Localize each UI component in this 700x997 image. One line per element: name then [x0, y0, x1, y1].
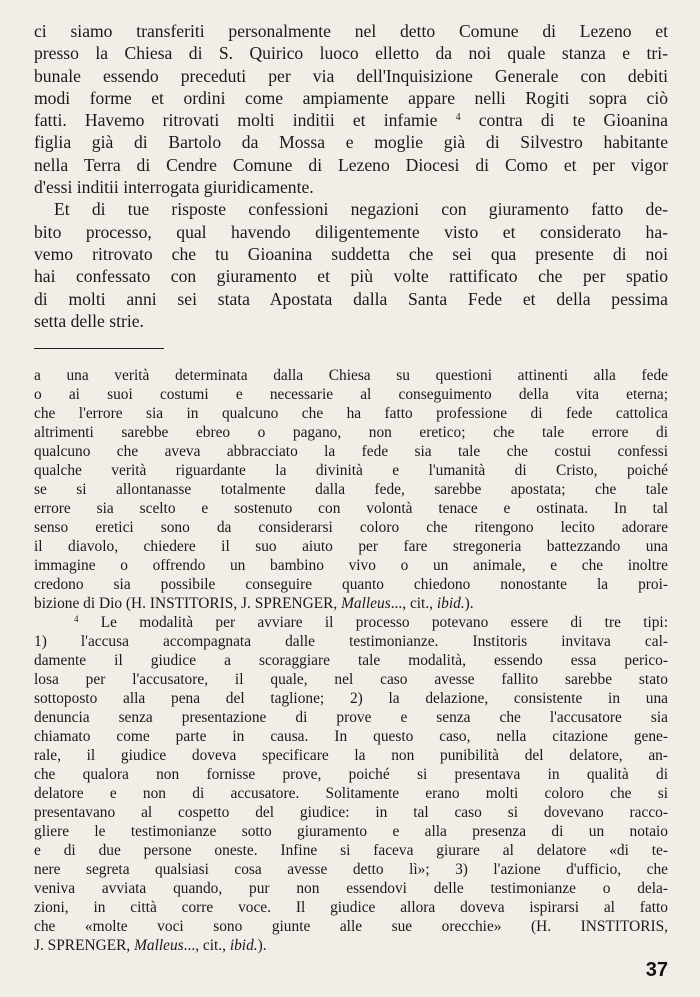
footnote-line: altrimenti sarebbe ebreo o pagano, non eretico; che tale errore di	[34, 424, 668, 441]
italic-ibid: ibid.	[229, 937, 258, 954]
footnote-line: se si allontanasse totalmente dalla fede, sarebbe apostata; che tale	[34, 481, 668, 498]
footnote-line: nere segreta qualsiasi cosa avesse detto lì»; 3) l'azione d'ufficio, che	[34, 861, 668, 878]
footnote-line: o ai suoi costumi e necessarie al conseguimento della vita eterna;	[34, 386, 668, 403]
footnote-line: credono sia possibile conseguire quanto chiedono nonostante la proi-	[34, 576, 668, 593]
italic-ibid: ibid.	[436, 595, 465, 612]
footnote-line: delatore e non di accusatore. Solitamente erano molti coloro che si	[34, 785, 668, 802]
text-fragment: ).	[257, 937, 267, 954]
footnote-separator	[34, 348, 164, 349]
text-fragment: bizione di Dio (H. INSTITORIS, J. SPRENGER,	[34, 595, 342, 612]
footnotes	[34, 366, 668, 955]
footnote-line: e di due persone oneste. Infine si faceva giurare al delatore «di te-	[34, 842, 668, 859]
text-fragment: ..., cit.,	[183, 937, 230, 954]
footnote-line: rale, il giudice doveva specificare la non punibilità del delatore, an-	[34, 747, 668, 764]
footnote-line: damente il giudice a scoraggiare tale modalità, essendo essa perico-	[34, 652, 668, 669]
text-fragment: ).	[464, 595, 474, 612]
text-line: bunale essendo preceduti per via dell'Inquisizione Generale con debiti	[34, 65, 668, 86]
text-line: presso la Chiesa di S. Quirico luoco elletto da noi quale stanza e tri-	[34, 43, 668, 64]
footnote-line: il diavolo, chiedere il suo aiuto per fare stregoneria battezzando una	[34, 538, 668, 555]
footnote-ref: 4	[455, 112, 461, 124]
text-line: hai confessato con giuramento et più volte rattificato che per spatio	[34, 266, 668, 287]
footnote-line: qualche verità riguardante la divinità e l'umanità di Cristo, poiché	[34, 462, 668, 479]
footnote-line: sottoposto alla pena del taglione; 2) la delazione, consistente in una	[34, 690, 668, 707]
italic-title: Malleus	[341, 595, 391, 612]
text-line: vemo ritrovato che tu Gioanina suddetta che sei qua presente di noi	[34, 243, 668, 264]
footnote-line: che qualora non fornisse prove, poiché si presentava in qualità di	[34, 766, 668, 783]
footnote-line	[34, 936, 668, 955]
text-fragment: Le modalità per avviare il processo potevano essere di tre tipi:	[100, 614, 668, 631]
footnote-line: errore sia scelto e sostenuto con volontà tenace e ostinata. In tal	[34, 500, 668, 517]
footnote-line: denuncia senza presentazione di prove e senza che l'accusatore sia	[34, 709, 668, 726]
text-line: ci siamo transferiti personalmente nel detto Comune di Lezeno et	[34, 21, 668, 41]
text-line-with-footnote-ref	[34, 109, 668, 131]
text-line: d'essi inditii interrogata giuridicamente.	[34, 177, 314, 198]
text-line: setta delle strie.	[34, 310, 144, 331]
footnote-line: zioni, in città corre voce. Il giudice allora doveva ispirarsi al fatto	[34, 899, 668, 916]
footnote-line: gliere le testimonianze sotto giuramento e alla presenza di un notaio	[34, 823, 668, 840]
text-line: bito processo, qual havendo diligentemente visto et considerato ha-	[34, 221, 668, 242]
text-line: di molti anni sei stata Apostata dalla Santa Fede et della pessima	[34, 288, 668, 309]
page-number: 37	[645, 959, 668, 981]
footnote-line: qualcuno che aveva abbracciato la fede sia tale che costui confessi	[34, 443, 668, 460]
text-line: nella Terra di Cendre Comune di Lezeno Diocesi di Como et per vigor	[34, 154, 668, 175]
footnote-line	[34, 594, 668, 613]
footnote-marker: 4	[74, 614, 79, 624]
footnote-line: che «molte voci sono giunte alle sue orecchie» (H. INSTITORIS,	[34, 918, 668, 935]
text-fragment: J. SPRENGER,	[34, 937, 135, 954]
text-line: Et di tue risposte confessioni negazioni con giuramento fatto de-	[54, 199, 668, 220]
footnote-line: a una verità determinata dalla Chiesa su questioni attinenti alla fede	[34, 367, 668, 384]
footnote-line: veniva avviata quando, pur non essendovi delle testimonianze o dela-	[34, 880, 668, 897]
footnote-line: presentavano al cospetto del giudice: in tal caso si dovevano racco-	[34, 804, 668, 821]
main-text	[34, 20, 668, 332]
footnote-line: chiamato come parte in causa. In questo caso, nella citazione gene-	[34, 728, 668, 745]
footnote-line: che l'errore sia in qualcuno che ha fatto professione di fede cattolica	[34, 405, 668, 422]
text-line: figlia già di Bartolo da Mossa e moglie già di Silvestro habitante	[34, 132, 668, 153]
text-fragment: fatti. Havemo ritrovati molti inditii et infamie	[34, 110, 438, 131]
text-line: modi forme et ordini come ampiamente appare nelli Rogiti sopra ciò	[34, 87, 668, 108]
footnote-line: senso eretici sono da considerarsi coloro che ritengono lecito adorare	[34, 519, 668, 536]
footnote-line: 1) l'accusa accompagnata dalle testimonianze. Institoris invitava cal-	[34, 633, 668, 650]
footnote-line: immagine o offrendo un bambino vivo o un animale, e che inoltre	[34, 557, 668, 574]
footnote-4-first-line	[34, 613, 668, 632]
text-fragment: ..., cit.,	[390, 595, 437, 612]
text-fragment: Gioanina	[603, 110, 668, 131]
text-fragment: contra di te	[478, 110, 586, 131]
italic-title: Malleus	[134, 937, 184, 954]
footnote-line: losa per l'accusatore, il quale, nel caso avesse fallito sarebbe stato	[34, 671, 668, 688]
